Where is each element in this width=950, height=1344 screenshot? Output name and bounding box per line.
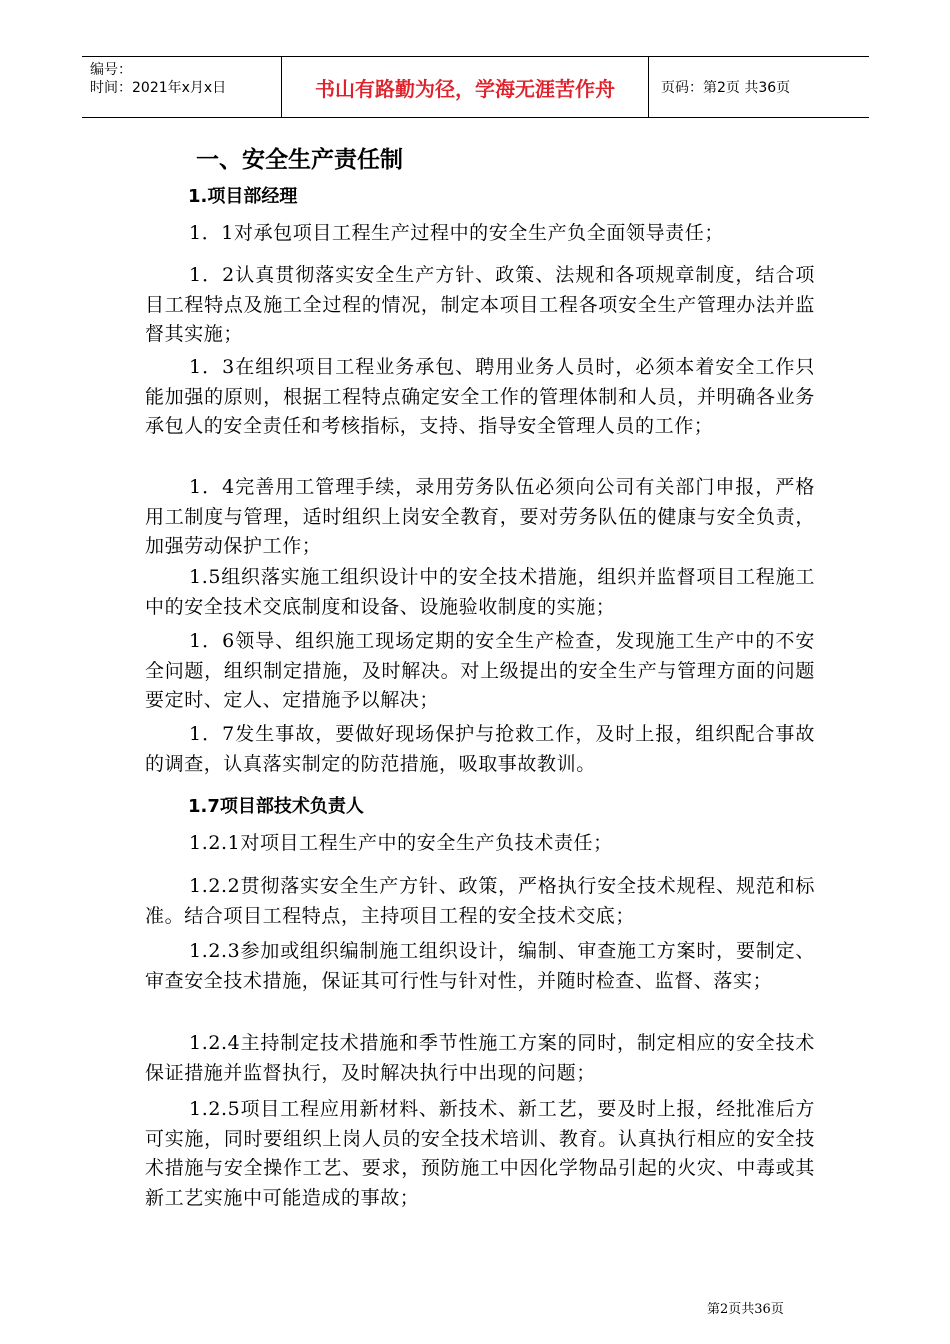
paragraph: 1.2.1对项目工程生产中的安全生产负技术责任； bbox=[189, 832, 613, 854]
header-page: 页码：第2页 共36页 bbox=[661, 80, 791, 96]
footer-page-number: 第2页共36页 bbox=[707, 1302, 784, 1317]
header-motto: 书山有路勤为径，学海无涯苦作舟 bbox=[281, 57, 649, 117]
paragraph: 1.2.3参加或组织编制施工组织设计，编制、审查施工方案时，要制定、审查安全技术措施，保证其可行性与针对性，并随时检查、监督、落实； bbox=[145, 940, 815, 992]
header-number: 编号： bbox=[90, 62, 132, 78]
section-title: 一、安全生产责任制 bbox=[196, 147, 403, 173]
paragraph: 1．1对承包项目工程生产过程中的安全生产负全面领导责任； bbox=[189, 222, 724, 244]
subsection-title-manager: 1.项目部经理 bbox=[188, 186, 298, 207]
paragraph: 1．7发生事故，要做好现场保护与抢救工作，及时上报，组织配合事故的调查，认真落实制定的防范措施，吸取事故教训。 bbox=[145, 723, 815, 775]
page-header bbox=[82, 56, 869, 118]
paragraph: 1.2.5项目工程应用新材料、新技术、新工艺，要及时上报，经批准后方可实施，同时要组织上岗人员的安全技术培训、教育。认真执行相应的安全技术措施与安全操作工艺、要求，预防施工中因化学物品引起的火灾、中毒或其新工艺实施中可能造成的事故； bbox=[145, 1098, 815, 1209]
paragraph: 1．2认真贯彻落实安全生产方针、政策、法规和各项规章制度，结合项目工程特点及施工全过程的情况，制定本项目工程各项安全生产管理办法并监督其实施； bbox=[145, 264, 815, 345]
paragraph: 1.5组织落实施工组织设计中的安全技术措施，组织并监督项目工程施工中的安全技术交底制度和设备、设施验收制度的实施； bbox=[145, 566, 815, 618]
paragraph: 1．6领导、组织施工现场定期的安全生产检查，发现施工生产中的不安全问题，组织制定措施，及时解决。对上级提出的安全生产与管理方面的问题要定时、定人、定措施予以解决； bbox=[145, 630, 815, 711]
header-meta bbox=[82, 57, 281, 117]
paragraph: 1.2.2贯彻落实安全生产方针、政策，严格执行安全技术规程、规范和标准。结合项目工程特点，主持项目工程的安全技术交底； bbox=[145, 875, 815, 927]
paragraph: 1．3在组织项目工程业务承包、聘用业务人员时，必须本着安全工作只能加强的原则，根据工程特点确定安全工作的管理体制和人员，并明确各业务承包人的安全责任和考核指标，支持、指导安全管理人员的工作； bbox=[145, 356, 815, 437]
paragraph: 1．4完善用工管理手续，录用劳务队伍必须向公司有关部门申报，严格用工制度与管理，适时组织上岗安全教育，要对劳务队伍的健康与安全负责，加强劳动保护工作； bbox=[145, 476, 815, 557]
paragraph: 1.2.4主持制定技术措施和季节性施工方案的同时，制定相应的安全技术保证措施并监督执行，及时解决执行中出现的问题； bbox=[145, 1032, 815, 1084]
subsection-title-tech: 1.7项目部技术负责人 bbox=[188, 796, 364, 817]
header-time: 时间：2021年x月x日 bbox=[90, 80, 227, 96]
